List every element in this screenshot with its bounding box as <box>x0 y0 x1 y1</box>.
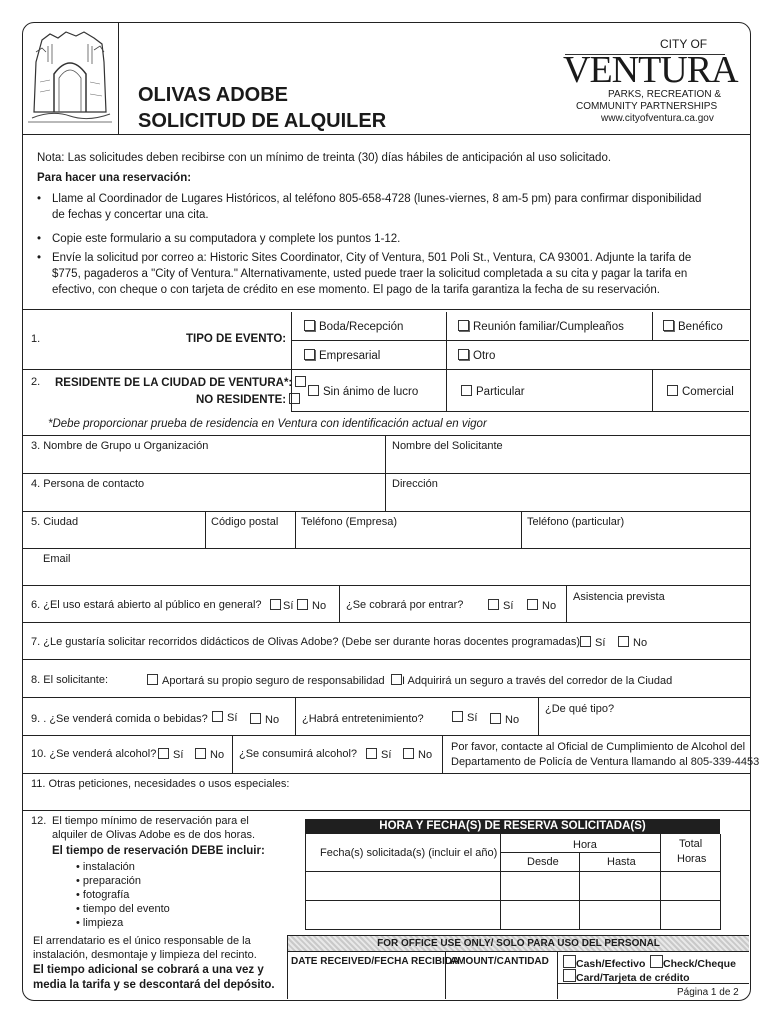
q10-no-label: No <box>210 749 225 761</box>
reserva-title: HORA Y FECHA(S) DE RESERVA SOLICITADA(S) <box>379 820 646 832</box>
q10-no2[interactable] <box>403 748 432 762</box>
checkbox-icon <box>158 748 169 759</box>
field-tel-particular[interactable]: Teléfono (particular) <box>527 516 625 528</box>
q7-si[interactable] <box>580 636 605 650</box>
field-grupo[interactable]: 3. Nombre de Grupo u Organización <box>31 440 209 452</box>
checkbox-icon <box>403 748 414 759</box>
office-cash-label: Cash/Efectivo <box>576 958 646 970</box>
q2-number: 2. <box>31 376 41 388</box>
opt-empresarial[interactable] <box>304 349 380 363</box>
checkbox-icon <box>650 955 663 968</box>
residente-label: RESIDENTE DE LA CIUDAD DE VENTURA*: <box>55 377 293 389</box>
checkbox-icon <box>366 748 377 759</box>
form-title-1: OLIVAS ADOBE <box>138 84 289 106</box>
form-title-2: SOLICITUD DE ALQUILER <box>138 110 387 132</box>
q12-debe: El tiempo de reservación DEBE incluir: <box>52 845 265 857</box>
q9-si-label: Sí <box>227 712 238 724</box>
opt-benefico-label: Benéfico <box>678 321 723 333</box>
field-ciudad[interactable]: 5. Ciudad <box>31 516 79 528</box>
bullet-1-line-2: de fechas y concertar una cita. <box>52 209 209 221</box>
field-email[interactable]: Email <box>43 553 71 565</box>
q12-resp-2: instalación, desmontaje y limpieza del recinto. <box>33 949 257 961</box>
checkbox-icon <box>458 320 469 331</box>
checkbox-icon <box>580 636 591 647</box>
checkbox-icon <box>195 748 206 759</box>
q7-no-label: No <box>633 637 648 649</box>
field-codigo[interactable]: Código postal <box>211 516 279 528</box>
q9-si2-label: Sí <box>467 712 478 724</box>
field-solicitante[interactable]: Nombre del Solicitante <box>392 440 503 452</box>
checkbox-icon <box>490 713 501 724</box>
q12-line-1: El tiempo mínimo de reservación para el <box>52 815 249 827</box>
bullet-3: • <box>37 252 42 264</box>
q6-asistencia[interactable]: Asistencia prevista <box>573 591 665 603</box>
opt-boda[interactable] <box>304 320 403 334</box>
checkbox-icon <box>618 636 629 647</box>
item-label: preparación <box>82 875 142 887</box>
q8-label: 8. El solicitante: <box>31 674 109 686</box>
opt-reunion-label: Reunión familiar/Cumpleaños <box>473 321 624 333</box>
q10-consumira: ¿Se consumirá alcohol? <box>239 748 358 760</box>
q6-si[interactable] <box>270 599 293 613</box>
q10-contacte-1: Por favor, contacte al Oficial de Cumplimiento de Alcohol del <box>451 741 746 753</box>
checkbox-icon <box>270 599 281 610</box>
q10-si2[interactable] <box>366 748 391 762</box>
page-number: Página 1 de 2 <box>677 987 739 998</box>
q7-no[interactable] <box>618 636 647 650</box>
opt-comercial[interactable] <box>667 385 734 399</box>
q9-entretenimiento: ¿Habrá entretenimiento? <box>302 713 424 725</box>
opt-particular[interactable] <box>461 385 525 399</box>
checkbox-icon <box>304 320 315 331</box>
checkbox-icon <box>663 320 674 331</box>
q12-line-2: alquiler de Olivas Adobe es de dos horas. <box>52 829 256 841</box>
item-label: limpieza <box>82 917 124 929</box>
q8-opt2-label: I Adquirirá un seguro a través del corredor de la Ciudad <box>402 675 673 687</box>
q12-item-4: • tiempo del evento <box>76 903 170 915</box>
opt-boda-label: Boda/Recepción <box>319 321 404 333</box>
opt-otro-label: Otro <box>473 350 496 362</box>
bullet-3-line-2: $775, pagaderos a "City of Ventura." Alternativamente, usted puede traer la solicitud completada a su cita y pagar la tarifa en <box>52 268 688 280</box>
q2-residente <box>55 376 306 390</box>
q12-item-2: • preparación <box>76 875 142 887</box>
checkbox-icon <box>563 969 576 982</box>
office-amount[interactable]: AMOUNT/CANTIDAD <box>450 956 549 967</box>
reserva-desde: Desde <box>527 856 559 868</box>
reservation-heading: Para hacer una reservación: <box>37 172 192 184</box>
opt-otro[interactable] <box>458 349 495 363</box>
bullet-2: • <box>37 233 42 245</box>
checkbox-icon <box>297 599 308 610</box>
checkbox-icon <box>304 349 315 360</box>
reserva-total-2: Horas <box>677 853 707 865</box>
adobe-illustration <box>22 22 118 132</box>
q8-opt1[interactable] <box>147 674 385 688</box>
checkbox-icon <box>308 385 319 396</box>
opt-benefico[interactable] <box>663 320 723 334</box>
item-label: tiempo del evento <box>82 903 170 915</box>
checkbox-icon <box>458 349 469 360</box>
residente-checkbox[interactable] <box>295 376 306 387</box>
q12-item-3: • fotografía <box>76 889 130 901</box>
q10-si-label: Sí <box>173 749 184 761</box>
q8-opt2[interactable] <box>391 674 672 688</box>
reserva-title-bar <box>305 819 720 834</box>
opt-particular-label: Particular <box>476 386 525 398</box>
q9-no[interactable] <box>250 713 279 727</box>
q10-contacte-2: Departamento de Policía de Ventura llamando al 805-339-4453 <box>451 756 760 768</box>
office-card-label: Card/Tarjeta de crédito <box>576 972 690 984</box>
checkbox-icon <box>212 711 223 722</box>
q12-item-5: • limpieza <box>76 917 124 929</box>
q6-cobrara: ¿Se cobrará por entrar? <box>346 599 464 611</box>
q6-si2[interactable] <box>488 599 513 613</box>
q11-label[interactable]: 11. Otras peticiones, necesidades o usos especiales: <box>31 778 290 790</box>
q6-no-label: No <box>312 600 327 612</box>
dept-line-2: COMMUNITY PARTNERSHIPS <box>576 101 718 112</box>
dept-line-1: PARKS, RECREATION & <box>608 89 721 100</box>
q10-label: 10. ¿Se venderá alcohol? <box>31 748 157 760</box>
q1-label: TIPO DE EVENTO: <box>186 333 287 345</box>
checkbox-icon <box>391 674 402 685</box>
office-date-received[interactable]: DATE RECEIVED/FECHA RECIBIDA <box>291 956 460 967</box>
q8-opt1-label: Aportará su propio seguro de responsabilidad <box>162 675 385 687</box>
q12-item-1: • instalación <box>76 861 135 873</box>
reserva-row-2[interactable] <box>306 901 719 929</box>
checkbox-icon <box>250 713 261 724</box>
q9-que-tipo[interactable]: ¿De qué tipo? <box>545 703 615 715</box>
q6-label: 6. ¿El uso estará abierto al público en general? <box>31 599 262 611</box>
opt-reunion[interactable] <box>458 320 624 334</box>
bullet-2-text: Copie este formulario a su computadora y complete los puntos 1-12. <box>52 233 401 245</box>
q9-no2[interactable] <box>490 713 519 727</box>
item-label: fotografía <box>82 889 130 901</box>
no-residente-label: NO RESIDENTE: <box>196 394 287 406</box>
reserva-row-1[interactable] <box>306 872 719 899</box>
q6-no2[interactable] <box>527 599 556 613</box>
city-url[interactable]: www.cityofventura.ca.gov <box>601 113 714 124</box>
reserva-total-1: Total <box>679 838 703 850</box>
bullet-3-line-3: efectivo, con cheque o con tarjeta de crédito en ese momento. El pago de la tarifa garantiza la fecha de su reservación. <box>52 284 660 296</box>
checkbox-icon <box>147 674 158 685</box>
ventura-logo: VENTURA <box>563 49 738 91</box>
checkbox-icon <box>488 599 499 610</box>
field-tel-empresa[interactable]: Teléfono (Empresa) <box>301 516 397 528</box>
office-check-label: Check/Cheque <box>663 958 736 970</box>
checkbox-icon <box>563 955 576 968</box>
q12-resp-1: El arrendatario es el único responsable de la <box>33 935 251 947</box>
q6-si-label: Sí <box>283 600 294 612</box>
q9-label: 9. . ¿Se venderá comida o bebidas? <box>31 713 208 725</box>
bullet-1-line-1: Llame al Coordinador de Lugares Históricos, al teléfono 805-658-4728 (lunes-viernes, 8 am-5 pm) para confirmar disponibilidad <box>52 193 702 205</box>
checkbox-icon <box>667 385 678 396</box>
q6-no[interactable] <box>297 599 326 613</box>
q12-adic-2: media la tarifa y se descontará del depósito. <box>33 979 275 991</box>
q6-no2-label: No <box>542 600 557 612</box>
opt-empresarial-label: Empresarial <box>319 350 381 362</box>
q12-number: 12. <box>31 815 47 827</box>
field-direccion[interactable]: Dirección <box>392 478 438 490</box>
q7-label: 7. ¿Le gustaría solicitar recorridos didácticos de Olivas Adobe? (Debe ser durante horas docentes programadas) <box>31 636 581 648</box>
checkbox-icon <box>527 599 538 610</box>
office-title: FOR OFFICE USE ONLY/ SOLO PARA USO DEL PERSONAL <box>377 938 660 949</box>
residence-footnote: *Debe proporcionar prueba de residencia en Ventura con identificación actual en vigor <box>48 418 487 430</box>
q10-si2-label: Sí <box>381 749 392 761</box>
opt-sin-animo-label: Sin ánimo de lucro <box>323 386 419 398</box>
field-contacto[interactable]: 4. Persona de contacto <box>31 478 145 490</box>
checkbox-icon <box>452 711 463 722</box>
reserva-fechas: Fecha(s) solicitada(s) (incluir el año) <box>320 847 498 859</box>
q10-no[interactable] <box>195 748 224 762</box>
opt-comercial-label: Comercial <box>682 386 734 398</box>
q9-no-label: No <box>265 714 280 726</box>
checkbox-icon <box>461 385 472 396</box>
q6-si2-label: Sí <box>503 600 514 612</box>
item-label: instalación <box>82 861 135 873</box>
q10-no2-label: No <box>418 749 433 761</box>
reserva-hasta: Hasta <box>607 856 636 868</box>
city-of-label: CITY OF <box>660 37 708 51</box>
bullet-3-line-1: Envíe la solicitud por correo a: Historic Sites Coordinator, City of Ventura, 501 Poli St., Ventura, CA 93001. Adjunte la tarifa de <box>52 252 692 264</box>
q9-si2[interactable] <box>452 711 477 725</box>
note-text: Nota: Las solicitudes deben recibirse con un mínimo de treinta (30) días hábiles de anticipación al uso solicitado. <box>37 152 612 164</box>
q7-si-label: Sí <box>595 637 606 649</box>
opt-sin-animo[interactable] <box>308 385 418 399</box>
reserva-hora: Hora <box>573 839 597 851</box>
q12-adic-1: El tiempo adicional se cobrará a una vez y <box>33 964 264 976</box>
q2-no-residente <box>196 393 300 407</box>
q1-number: 1. <box>31 333 41 345</box>
q9-si[interactable] <box>212 711 237 725</box>
office-title-bar <box>287 935 749 952</box>
q10-si[interactable] <box>158 748 183 762</box>
q9-no2-label: No <box>505 714 520 726</box>
bullet-1: • <box>37 193 42 205</box>
